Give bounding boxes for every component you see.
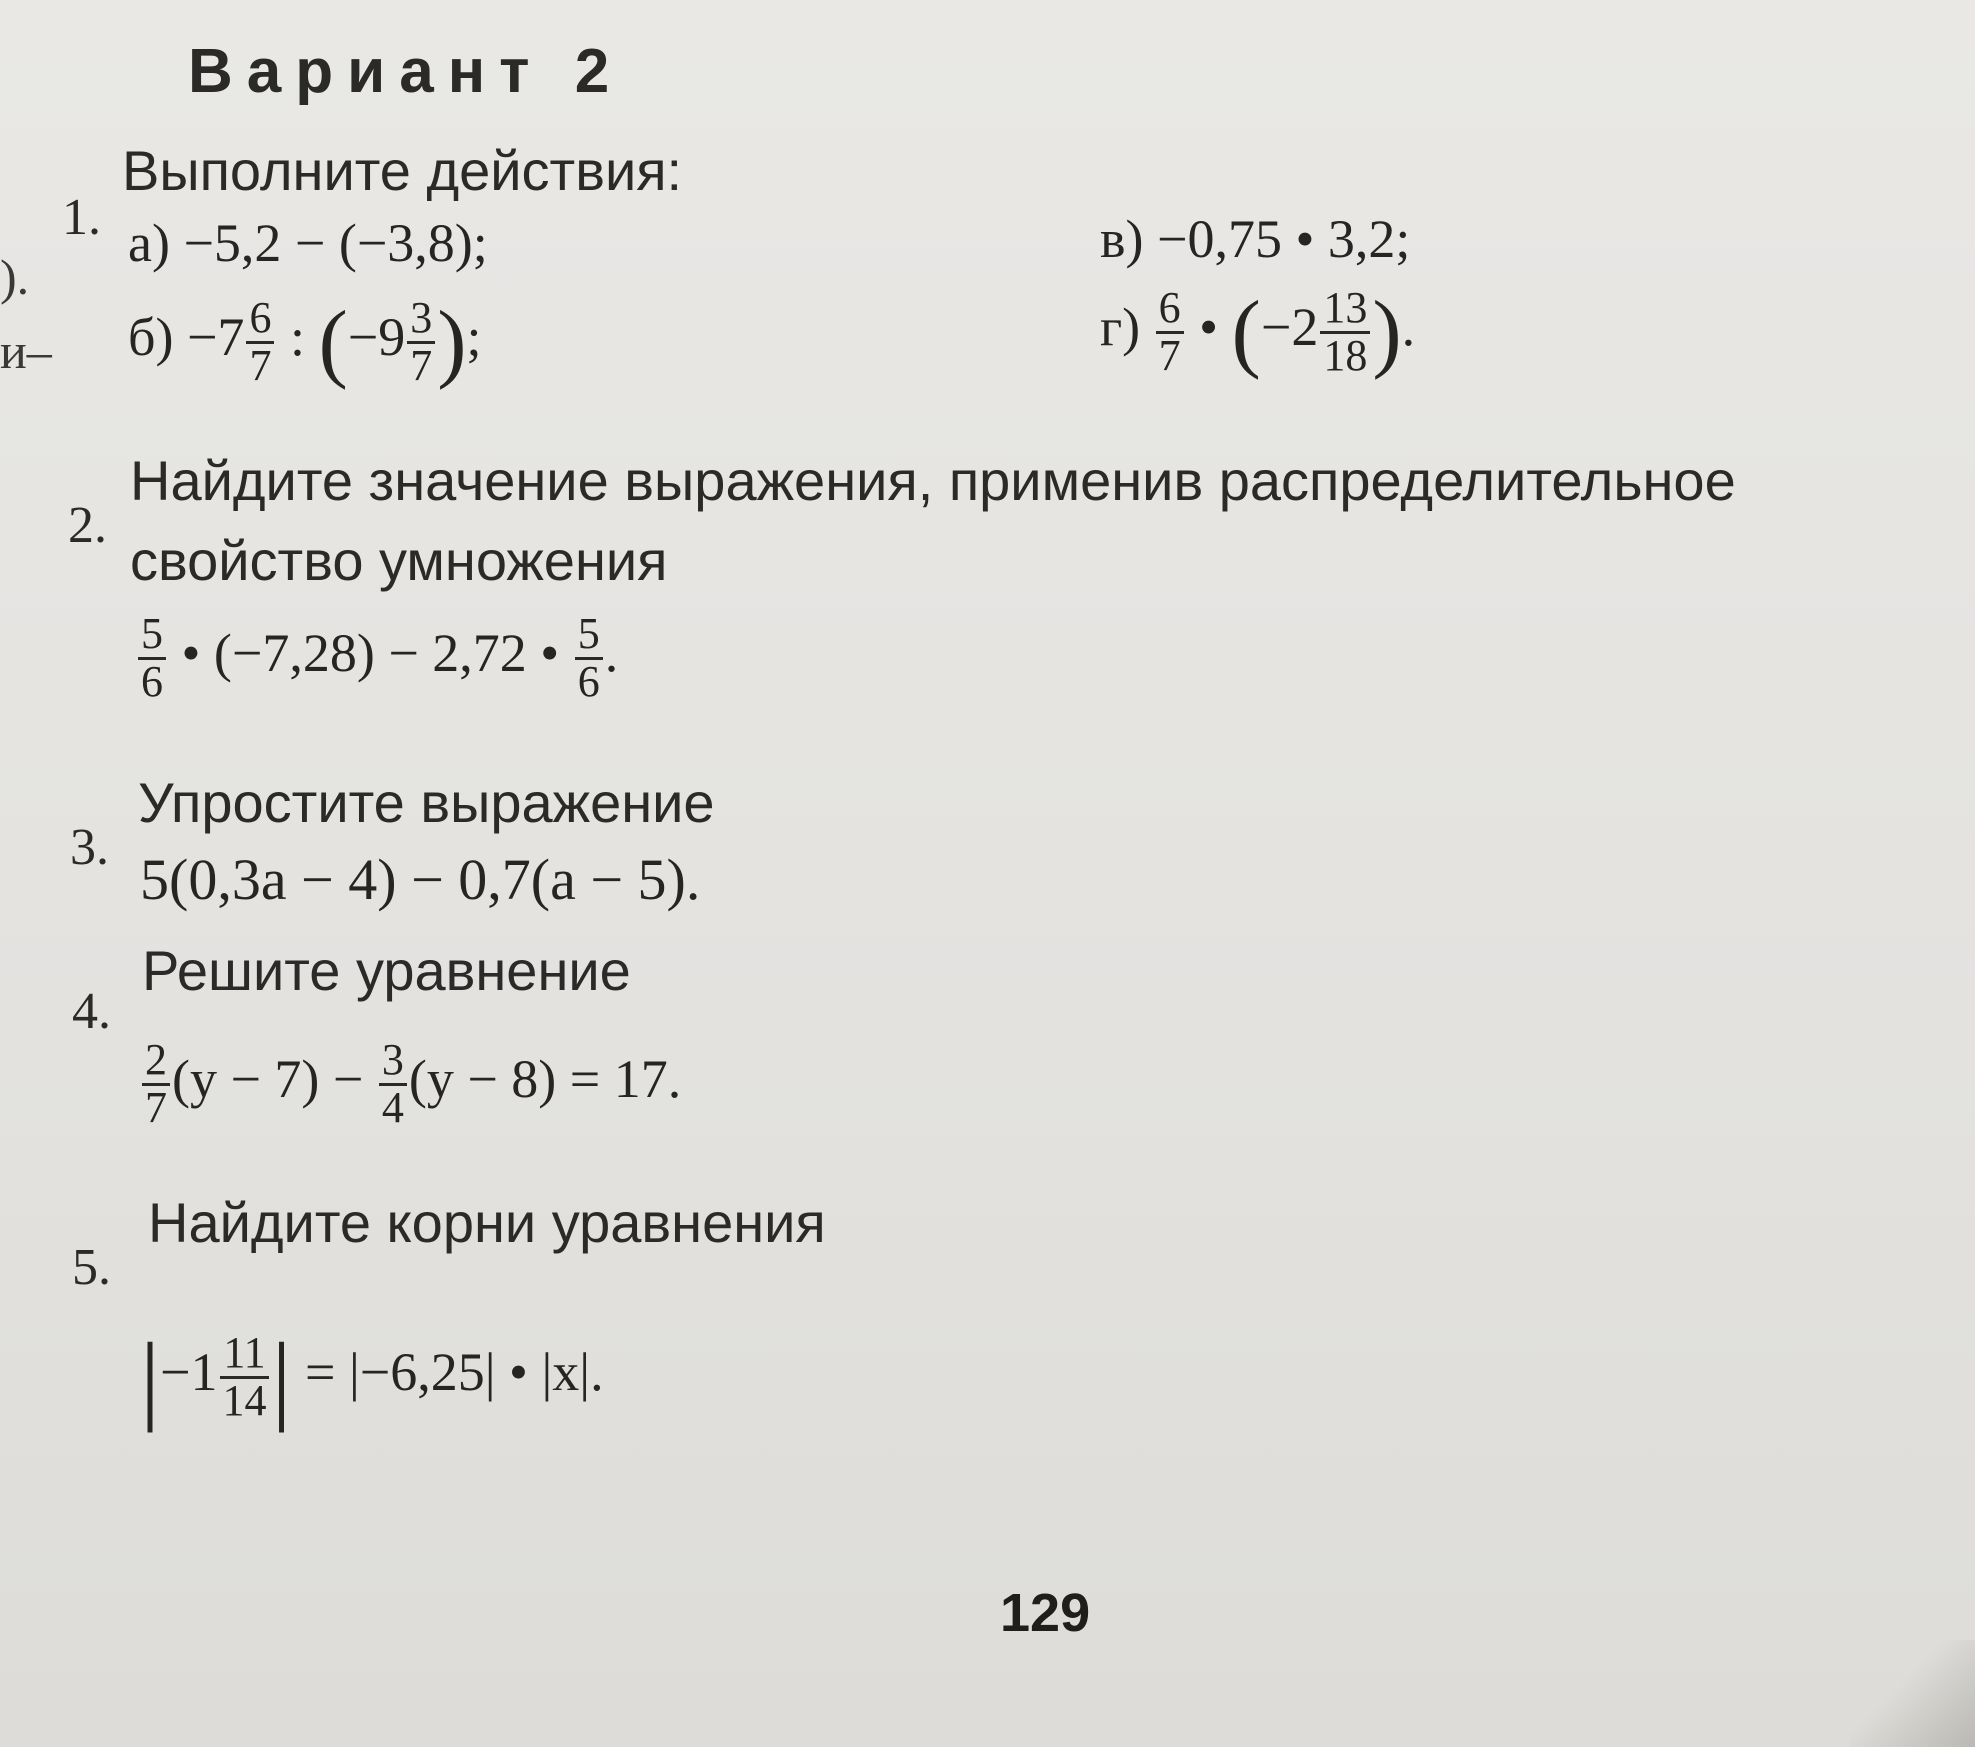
denominator: 7 [410, 341, 433, 390]
numerator: 5 [138, 612, 166, 660]
task-2-fraction-2 [575, 609, 603, 706]
task-2-title-line-1: Найдите значение выражения, применив распределительное [130, 449, 1736, 512]
denominator: 4 [381, 1082, 404, 1132]
task-2-title-line-2: свойство умножения [130, 529, 668, 592]
task-1g-operator: • [1199, 296, 1219, 357]
task-2-fraction-1 [138, 609, 166, 706]
task-1b-tail: ; [466, 306, 482, 367]
numerator: 6 [1156, 286, 1184, 334]
task-1a-expression: −5,2 − (−3,8); [183, 213, 488, 273]
left-paren: ( [318, 294, 348, 391]
task-5-expression [140, 1320, 604, 1435]
task-1b-whole-1: −7 [186, 306, 245, 367]
task-2-number: 2. [68, 497, 107, 554]
task-5-whole: −1 [160, 1341, 218, 1402]
task-4-number: 4. [72, 983, 111, 1040]
numerator: 2 [142, 1038, 170, 1086]
task-4-expression [140, 1035, 682, 1132]
task-1b-operator: : [289, 306, 305, 367]
numerator: 3 [407, 296, 435, 344]
denominator: 7 [145, 1082, 167, 1132]
task-3-number: 3. [70, 819, 109, 876]
task-4-fraction-2 [379, 1035, 407, 1132]
task-1b-fraction-1 [246, 293, 274, 390]
task-3-title: Упростите выражение [138, 771, 715, 834]
denominator: 14 [222, 1376, 267, 1425]
denominator: 6 [141, 656, 163, 706]
right-paren: ) [437, 294, 467, 391]
task-5-tail: = |−6,25| • |x|. [305, 1341, 604, 1402]
numerator: 13 [1320, 286, 1370, 334]
abs-bar-right: | [271, 1322, 292, 1433]
task-1b-whole-2: −9 [347, 306, 406, 367]
task-1v [1100, 208, 1410, 270]
numerator: 6 [246, 296, 274, 344]
denominator: 6 [577, 656, 600, 706]
task-4-middle: (y − 7) − [172, 1048, 364, 1109]
task-3-expression: 5(0,3a − 4) − 0,7(a − 5). [140, 847, 701, 912]
task-1-number: 1. [62, 189, 101, 246]
left-paren: ( [1231, 284, 1261, 381]
page-shadow [1850, 1640, 1975, 1747]
right-paren: ) [1372, 284, 1402, 381]
task-5-fraction [220, 1328, 270, 1425]
task-1g-fraction-2 [1320, 283, 1370, 380]
task-4-title: Решите уравнение [142, 939, 631, 1002]
numerator: 3 [379, 1038, 407, 1086]
task-1v-label: в) [1100, 209, 1144, 269]
variant-title: Вариант 2 [188, 37, 624, 106]
page-number: 129 [1000, 1583, 1091, 1643]
denominator: 7 [249, 341, 272, 390]
task-1g-tail: . [1401, 296, 1416, 357]
numerator: 5 [575, 612, 603, 660]
task-5-number: 5. [72, 1239, 111, 1296]
task-1a [128, 212, 488, 274]
numerator: 11 [220, 1331, 268, 1379]
margin-fragment-2: и– [0, 323, 52, 379]
task-2-expression [136, 609, 619, 706]
task-1v-expression: −0,75 • 3,2; [1156, 209, 1411, 269]
task-4-tail: (y − 8) = 17. [408, 1048, 682, 1109]
task-1b-label: б) [128, 306, 174, 367]
abs-bar-left: | [140, 1322, 161, 1433]
task-2-middle: • (−7,28) − 2,72 • [181, 622, 560, 683]
task-2-tail: . [604, 622, 619, 683]
margin-fragment-1: ). [0, 249, 30, 305]
task-1-title: Выполните действия: [122, 139, 683, 202]
task-5-title: Найдите корни уравнения [148, 1191, 826, 1254]
task-1b [128, 292, 482, 393]
task-1g-whole-2: −2 [1260, 296, 1319, 357]
task-1g-fraction-1 [1156, 283, 1184, 380]
task-1b-fraction-2 [407, 293, 435, 390]
task-1g [1100, 282, 1415, 383]
task-4-fraction-1 [142, 1035, 170, 1132]
task-1a-label: а) [128, 213, 170, 273]
task-1g-label: г) [1100, 296, 1141, 357]
denominator: 7 [1158, 331, 1181, 380]
denominator: 18 [1323, 331, 1368, 380]
